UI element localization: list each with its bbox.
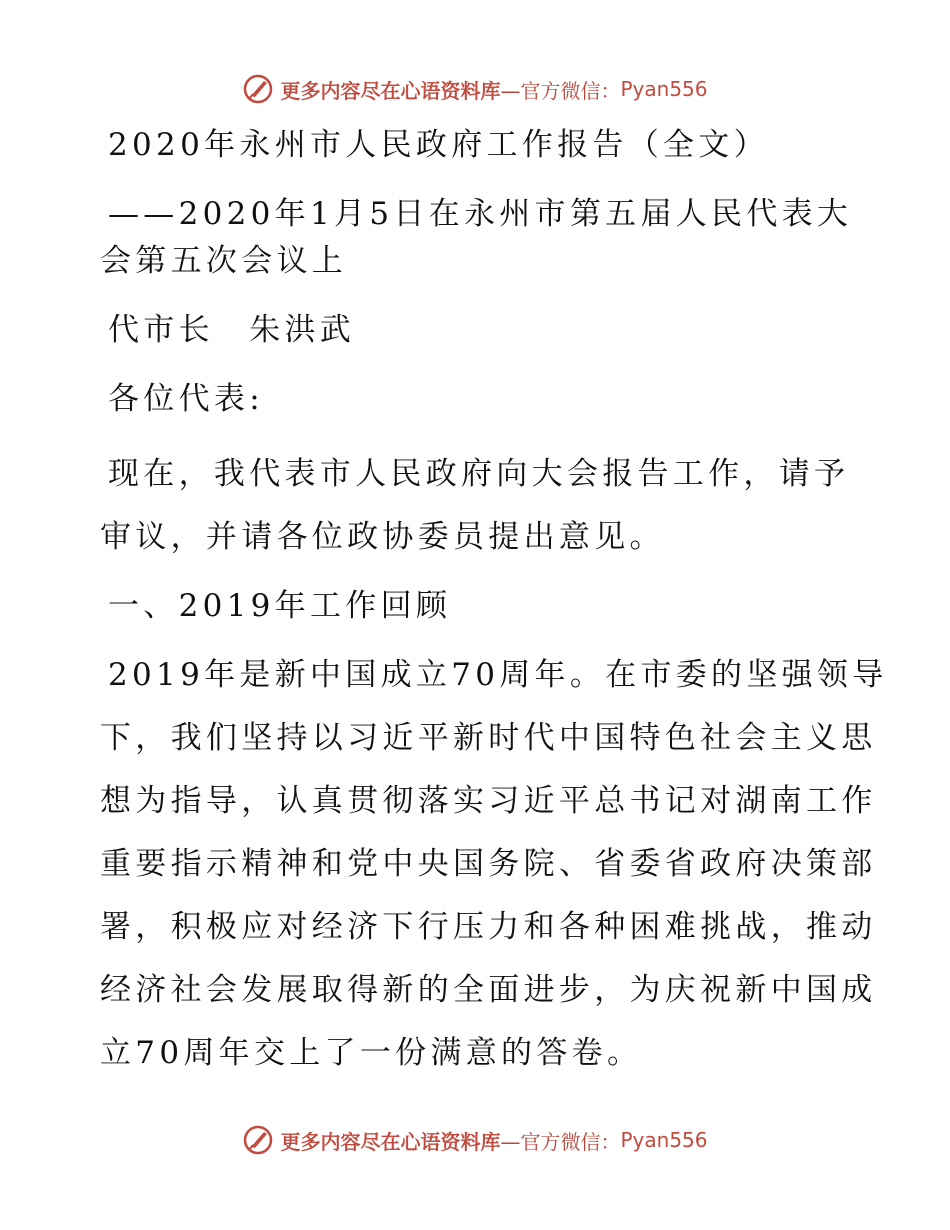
document-title: 2020年永州市人民政府工作报告（全文）: [108, 127, 769, 163]
paragraph-line: 重要指示精神和党中央国务院、省委省政府决策部: [100, 846, 877, 882]
watermark-wechat-label: —官方微信：: [500, 1129, 621, 1154]
watermark-wechat-id: Pyan556: [620, 77, 708, 101]
paragraph-line: 经济社会发展取得新的全面进步，为庆祝新中国成: [100, 972, 877, 1008]
subtitle-line: 会第五次会议上: [100, 243, 348, 279]
quill-pen-logo-icon: [242, 73, 274, 105]
watermark-text: 更多内容尽在心语资料库: [280, 78, 501, 103]
salutation: 各位代表:: [108, 381, 264, 417]
document-body: [100, 122, 888, 1077]
paragraph-line: 下，我们坚持以习近平新时代中国特色社会主义思: [100, 720, 877, 756]
intro-line: 现在，我代表市人民政府向大会报告工作，请予: [108, 456, 850, 492]
section-heading: 一、2019年工作回顾: [108, 588, 452, 624]
paragraph-line: 2019年是新中国成立70周年。在市委的坚强领导: [108, 657, 888, 693]
subtitle-line: ——2020年1月5日在永州市第五届人民代表大: [108, 196, 853, 232]
intro-line: 审议，并请各位政协委员提出意见。: [100, 519, 665, 555]
watermark-text: 更多内容尽在心语资料库: [280, 1129, 501, 1154]
paragraph-line: 立70周年交上了一份满意的答卷。: [100, 1035, 643, 1071]
paragraph-line: 想为指导，认真贯彻落实习近平总书记对湖南工作: [100, 783, 877, 819]
watermark-wechat-id: Pyan556: [620, 1128, 708, 1152]
header-watermark: [0, 72, 950, 106]
quill-pen-logo-icon: [242, 1124, 274, 1156]
author-line: 代市长 朱洪武: [108, 312, 356, 348]
watermark-wechat-label: —官方微信：: [500, 78, 621, 103]
paragraph-line: 署，积极应对经济下行压力和各种困难挑战，推动: [100, 909, 877, 945]
footer-watermark: [0, 1123, 950, 1157]
